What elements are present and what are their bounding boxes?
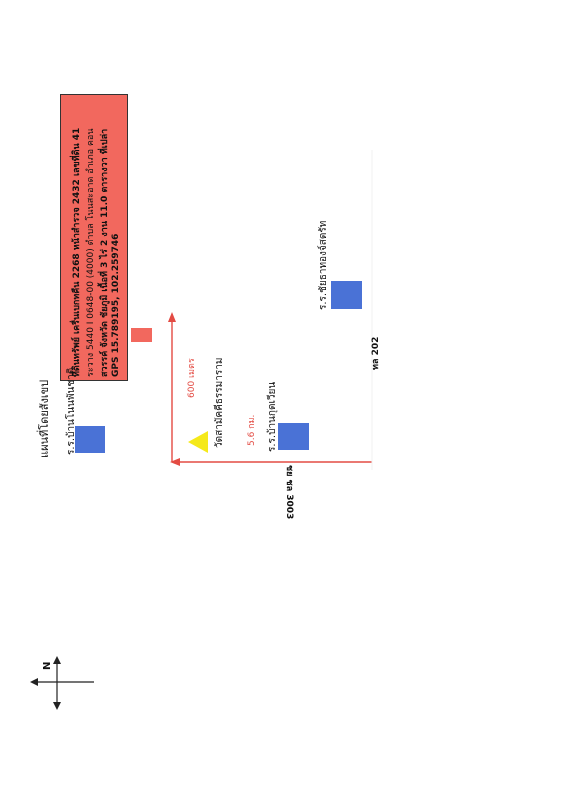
school-c-label: ร.ร.ชัยธาทองจ์สดรัท [318, 220, 329, 310]
route-arrow-north [168, 312, 176, 322]
info-line-1: ที่ดินทรัพย์ เครื่นเบกทคืน 2268 หน้าสำรวจ 2432 เลขที่ดิน 41 [72, 127, 82, 377]
property-info-box [60, 94, 128, 381]
info-line-3: สวรรค์ จังหวัด ชัยภูมิ เนื้อที่ 3 ไร่ 2 งาน 11.0 ตารางวา ที่เปล่า [100, 128, 110, 377]
map-title: แผนที่โดยสังเขป [38, 379, 51, 458]
school-a-label: ร.ร.บ้านโนนพันชาติ [66, 367, 77, 455]
school-c-marker [331, 281, 362, 309]
school-b-marker [278, 423, 309, 450]
property-marker [131, 328, 152, 342]
info-line-4: GPS 15.789195, 102.259746 [111, 233, 121, 377]
road-202-label: ทล 202 [371, 336, 381, 370]
info-line-2: ระวาง 5440 I 0648-00 (4000) ตำบล โนนสะอาด อำเภอ คอน [86, 128, 96, 377]
compass-arrow-down [53, 702, 61, 710]
school-b-label: ร.ร.บ้านกุดเวียน [267, 381, 278, 452]
temple-icon [188, 431, 208, 453]
compass-arrow-up [53, 656, 61, 664]
distance-5-6km: 5.6 กม. [247, 414, 257, 446]
school-a-marker [75, 426, 105, 453]
compass-north-label: N [42, 661, 53, 670]
road-3003-label: ชย ชล 3003 [284, 465, 294, 520]
temple-label: วัดสามัคคีธรรมาราม [214, 357, 225, 448]
compass-arrow-north [30, 678, 38, 686]
distance-600m: 600 เมตร [187, 358, 197, 398]
